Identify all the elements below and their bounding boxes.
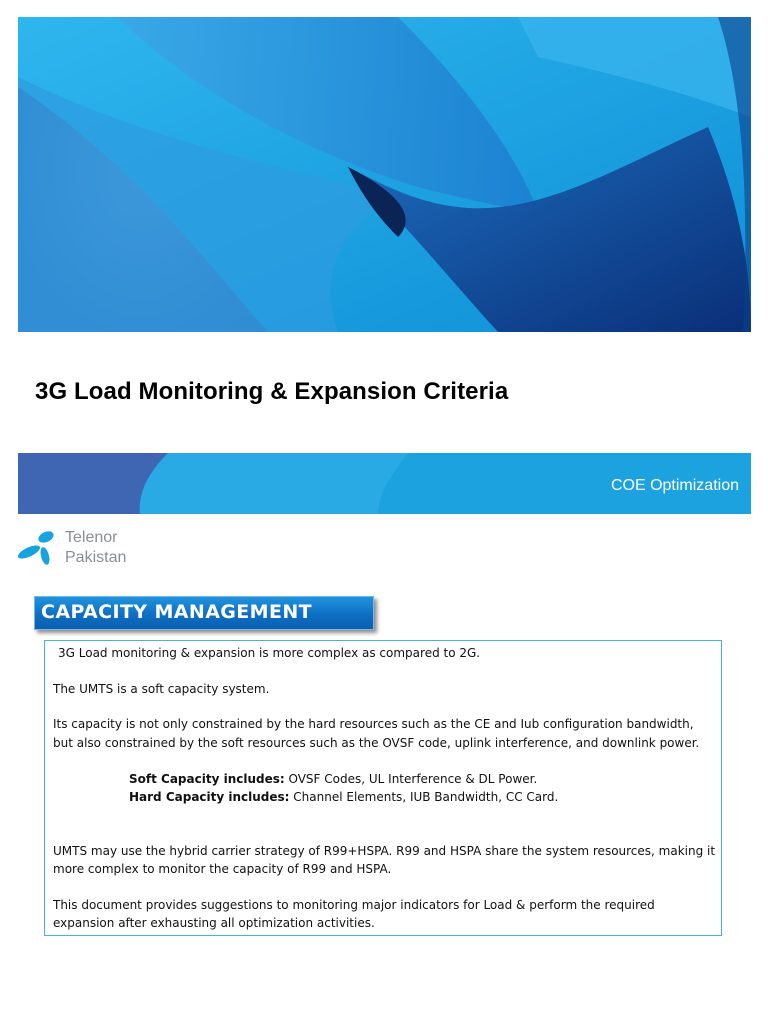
hard-capacity-line	[129, 788, 768, 806]
document-title: 3G Load Monitoring & Expansion Criteria	[35, 378, 509, 405]
content-box	[44, 640, 722, 936]
paragraph-3-line-1: Its capacity is not only constrained by the hard resources such as the CE and Iub configuration bandwidth,	[53, 717, 694, 731]
paragraph-5-line-1: UMTS may use the hybrid carrier strategy of R99+HSPA. R99 and HSPA share the system resources, making it	[53, 844, 716, 858]
paragraph-6-line-1: This document provides suggestions to monitoring major indicators for Load & perform the required	[53, 898, 655, 912]
paragraph-6-line-2: expansion after exhausting all optimization activities.	[53, 916, 375, 930]
hero-swirl-graphic	[18, 17, 751, 332]
paragraph-2: The UMTS is a soft capacity system.	[53, 682, 270, 696]
logo-line-2: Pakistan	[65, 549, 127, 566]
logo-text	[65, 528, 126, 568]
paragraph-1: 3G Load monitoring & expansion is more complex as compared to 2G.	[58, 646, 481, 660]
subtitle-band	[18, 453, 751, 514]
paragraph-5-line-2: more complex to monitor the capacity of R99 and HSPA.	[53, 862, 392, 876]
band-label: COE Optimization	[610, 477, 739, 494]
logo-line-1: Telenor	[65, 529, 118, 546]
hero-banner	[18, 17, 751, 332]
soft-capacity-label: Soft Capacity includes:	[129, 772, 285, 786]
soft-capacity-line	[129, 770, 768, 788]
company-logo	[16, 526, 176, 570]
section-heading-box	[34, 596, 374, 630]
telenor-propeller-icon	[16, 528, 58, 568]
paragraph-3-line-2: but also constrained by the soft resources such as the OVSF code, uplink interference, and downlink power.	[53, 736, 700, 750]
section-heading: CAPACITY MANAGEMENT	[41, 601, 313, 623]
soft-capacity-value: OVSF Codes, UL Interference & DL Power.	[284, 772, 538, 786]
hard-capacity-label: Hard Capacity includes:	[129, 790, 290, 804]
hard-capacity-value: Channel Elements, IUB Bandwidth, CC Card.	[289, 790, 559, 804]
